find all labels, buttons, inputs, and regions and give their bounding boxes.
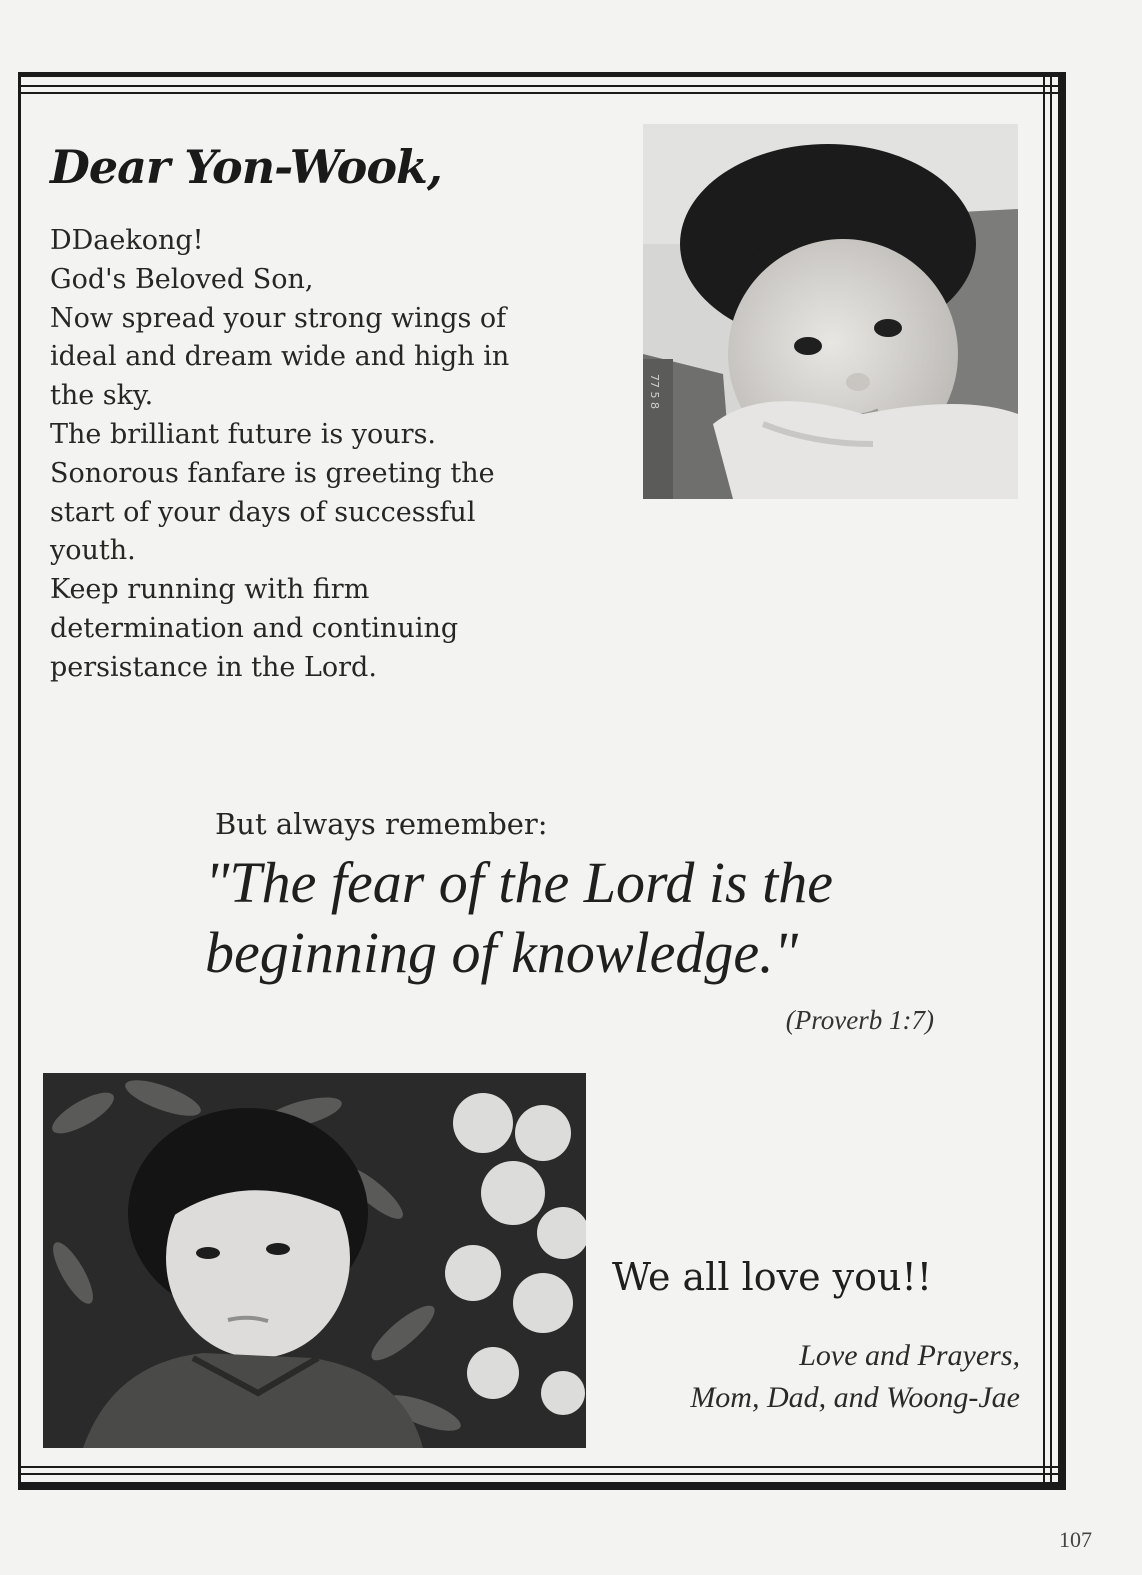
border-bottom-thin [18,1466,1066,1468]
letter-greeting: Dear Yon-Wook, [50,140,442,194]
verse-quote-line: beginning of knowledge." [205,920,798,985]
signoff [690,1335,1020,1419]
letter-line: ideal and dream wide and high in [50,341,510,373]
girl-photo [43,1073,586,1448]
verse-intro: But always remember: [215,807,548,841]
border-top-thick [18,72,1066,77]
letter-line: the sky. [50,380,154,412]
border-left [18,72,21,1490]
letter-line: God's Beloved Son, [50,263,314,295]
signoff-line: Love and Prayers, [799,1339,1020,1372]
border-bottom-thick [18,1482,1066,1490]
letter-line: Now spread your strong wings of [50,302,507,334]
verse-citation: (Proverb 1:7) [785,1005,934,1035]
verse-quote-line: "The fear of the Lord is the [205,850,833,915]
border-top-thin [18,85,1066,87]
photo-date-stamp: 77 5 8 [648,374,661,409]
letter-line: Keep running with firm [50,574,370,606]
border-right-thin [1043,72,1045,1490]
girl-photo-image [43,1073,586,1448]
letter-line: The brilliant future is yours. [50,418,437,450]
page-number: 107 [1059,1527,1092,1552]
letter-line: persistance in the Lord. [50,651,377,683]
love-message: We all love you!! [612,1255,932,1299]
border-right-thin2 [1050,72,1052,1490]
letter-line: determination and continuing [50,612,459,644]
letter-line: youth. [50,535,136,567]
border-bottom-thin2 [18,1473,1066,1475]
border-right-thick [1058,72,1066,1490]
letter-body [50,222,640,688]
letter-line: Sonorous fanfare is greeting the [50,457,495,489]
signoff-signers: Mom, Dad, and Woong-Jae [690,1381,1020,1414]
letter-line: DDaekong! [50,225,204,256]
letter-line: start of your days of successful [50,496,476,528]
baby-photo [643,124,1018,499]
baby-photo-image [643,124,1018,499]
border-top-thin2 [18,92,1066,94]
verse-quote [205,848,1005,988]
